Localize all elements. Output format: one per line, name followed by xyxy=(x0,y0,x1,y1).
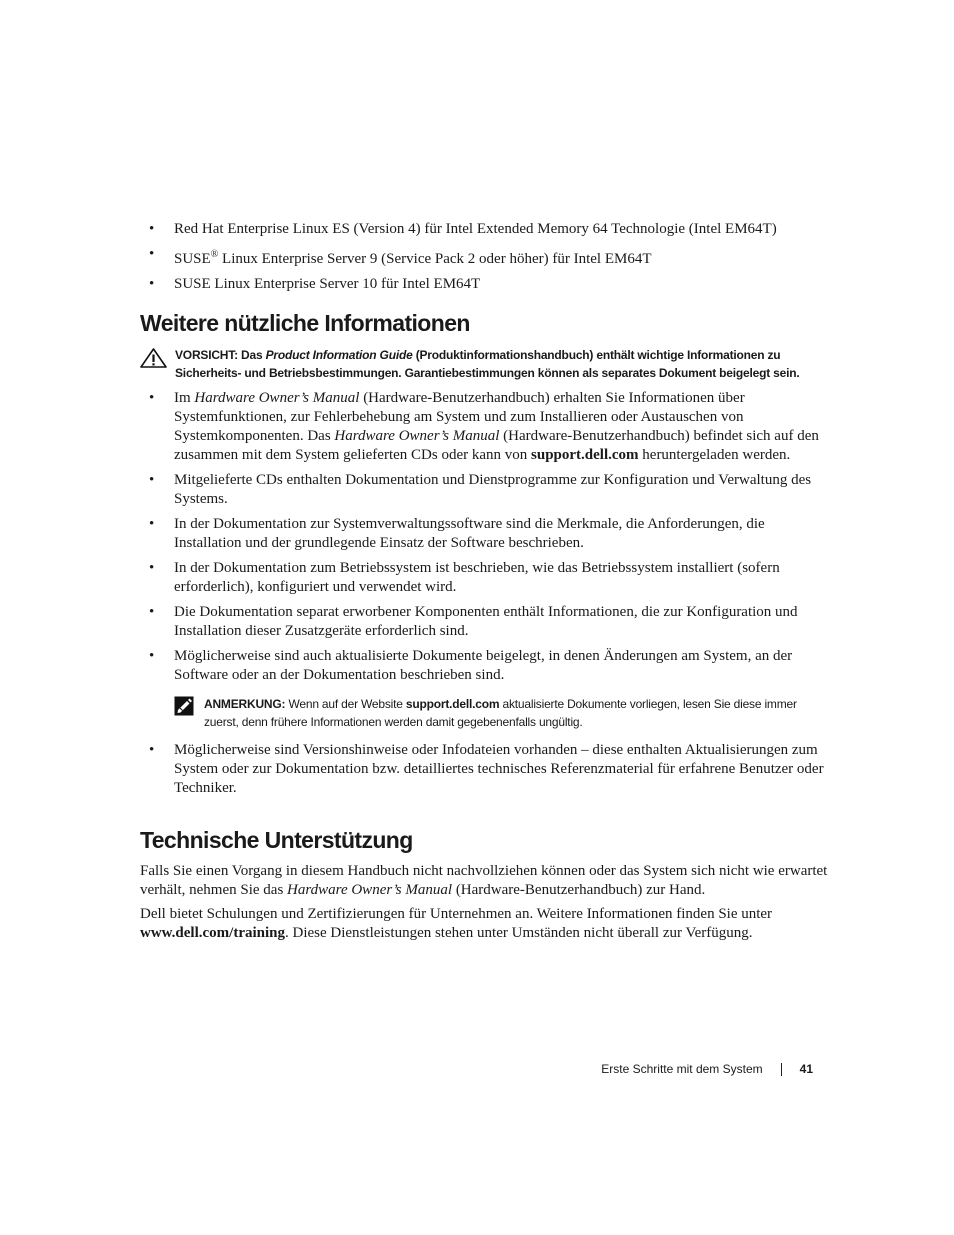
list-item xyxy=(141,741,831,798)
list-item-text: Red Hat Enterprise Linux ES (Version 4) für Intel Extended Memory 64 Technologie (Intel EM64T) xyxy=(174,221,777,237)
list-item xyxy=(141,515,831,553)
note-notice xyxy=(204,695,831,731)
list-item-text: In der Dokumentation zur Systemverwaltungssoftware sind die Merkmale, die Anforderungen, die Installation und der grundlegende Einsatz der Software beschrieben. xyxy=(174,516,765,551)
list-item-text: In der Dokumentation zum Betriebssystem ist beschrieben, wie das Betriebssystem installiert (sofern erforderlich), konfiguriert und verwendet wird. xyxy=(174,560,780,595)
paragraph-text: Falls Sie einen Vorgang in diesem Handbuch nicht nachvollziehen können oder das System sich nicht wie erwartet verhält, nehmen Sie das xyxy=(140,863,828,898)
list-item-text: Möglicherweise sind auch aktualisierte Dokumente beigelegt, in denen Änderungen am System, an der Software oder an der Dokumentation beschrieben sind. xyxy=(174,648,793,683)
note-text: Wenn auf der Website xyxy=(285,697,406,711)
list-item-text: SUSE Linux Enterprise Server 10 für Intel EM64T xyxy=(174,276,481,292)
info-list xyxy=(141,389,831,804)
caution-label: VORSICHT: xyxy=(175,348,238,362)
page-number: 41 xyxy=(799,1062,813,1076)
list-item-text: Mitgelieferte CDs enthalten Dokumentation und Dienstprogramme zur Konfiguration und Verwaltung des Systems. xyxy=(174,472,812,507)
section-heading-support: Technische Unterstützung xyxy=(140,827,413,853)
page-footer xyxy=(601,1062,813,1076)
caution-text: (Produktinformationshandbuch) enthält wichtige Informationen zu Sicherheits- und Betriebsbestimmungen. Garantiebestimmungen können als separates Dokument beigelegt sein. xyxy=(175,348,800,380)
manual-title: Hardware Owner’s Manual xyxy=(334,428,500,444)
training-link[interactable]: www.dell.com/training xyxy=(140,925,285,941)
list-item-text: Im xyxy=(174,390,195,406)
pencil-note-icon xyxy=(174,696,194,721)
footer-chapter-title: Erste Schritte mit dem System xyxy=(601,1062,763,1076)
list-item xyxy=(141,559,831,597)
caution-notice xyxy=(140,346,830,382)
footer-divider xyxy=(781,1063,782,1076)
os-list xyxy=(141,220,831,300)
support-paragraph-1 xyxy=(140,862,830,900)
list-item-text: (Hardware-Benutzerhandbuch) erhalten Sie Informationen über Systemfunktionen, zur Fehlerbehebung am System und zum Installieren oder Austauschen von Systemkomponenten. Das xyxy=(174,390,745,444)
list-item xyxy=(141,603,831,641)
registered-mark: ® xyxy=(210,249,219,260)
section-heading-info: Weitere nützliche Informationen xyxy=(140,310,470,336)
manual-title: Hardware Owner’s Manual xyxy=(194,390,360,406)
list-item-text: (Hardware-Benutzerhandbuch) befindet sich auf den zusammen mit dem System gelieferten CDs oder kann von xyxy=(174,428,819,463)
paragraph-text: . Diese Dienstleistungen stehen unter Umständen nicht überall zur Verfügung. xyxy=(285,925,753,941)
list-item xyxy=(141,647,831,685)
caution-text: Das xyxy=(237,348,266,362)
note-label: ANMERKUNG: xyxy=(204,697,286,711)
support-paragraph-2 xyxy=(140,905,830,943)
list-item-text: Linux Enterprise Server 9 (Service Pack 2 oder höher) für Intel EM64T xyxy=(218,251,652,267)
support-link[interactable]: support.dell.com xyxy=(531,447,639,463)
manual-title: Hardware Owner’s Manual xyxy=(287,882,453,898)
list-item-text: Die Dokumentation separat erworbener Komponenten enthält Informationen, die zur Konfiguration und Installation dieser Zusatzgeräte erforderlich sind. xyxy=(174,604,798,639)
note-container xyxy=(141,695,831,731)
list-item xyxy=(141,389,831,465)
list-item xyxy=(141,245,831,269)
paragraph-text: (Hardware-Benutzerhandbuch) zur Hand. xyxy=(452,882,706,898)
list-item xyxy=(141,220,831,239)
list-item-text: heruntergeladen werden. xyxy=(638,447,791,463)
paragraph-text: Dell bietet Schulungen und Zertifizierungen für Unternehmen an. Weitere Informationen finden Sie unter xyxy=(140,906,773,922)
support-link[interactable]: support.dell.com xyxy=(405,697,500,711)
warning-triangle-icon xyxy=(140,348,167,373)
list-item-text: Möglicherweise sind Versionshinweise oder Infodateien vorhanden – diese enthalten Aktualisierungen zum System oder zur Dokumentation bzw. detailliertes technisches Referenzmaterial für erfahrene Benutzer oder Techniker. xyxy=(174,742,824,796)
note-text: aktualisierte Dokumente vorliegen, lesen Sie diese immer zuerst, denn frühere Informationen werden damit gegebenenfalls ungültig. xyxy=(204,697,797,729)
caution-doc-title: Product Information Guide xyxy=(265,348,413,362)
list-item xyxy=(141,471,831,509)
list-item xyxy=(141,275,831,294)
list-item-text: SUSE xyxy=(174,251,211,267)
